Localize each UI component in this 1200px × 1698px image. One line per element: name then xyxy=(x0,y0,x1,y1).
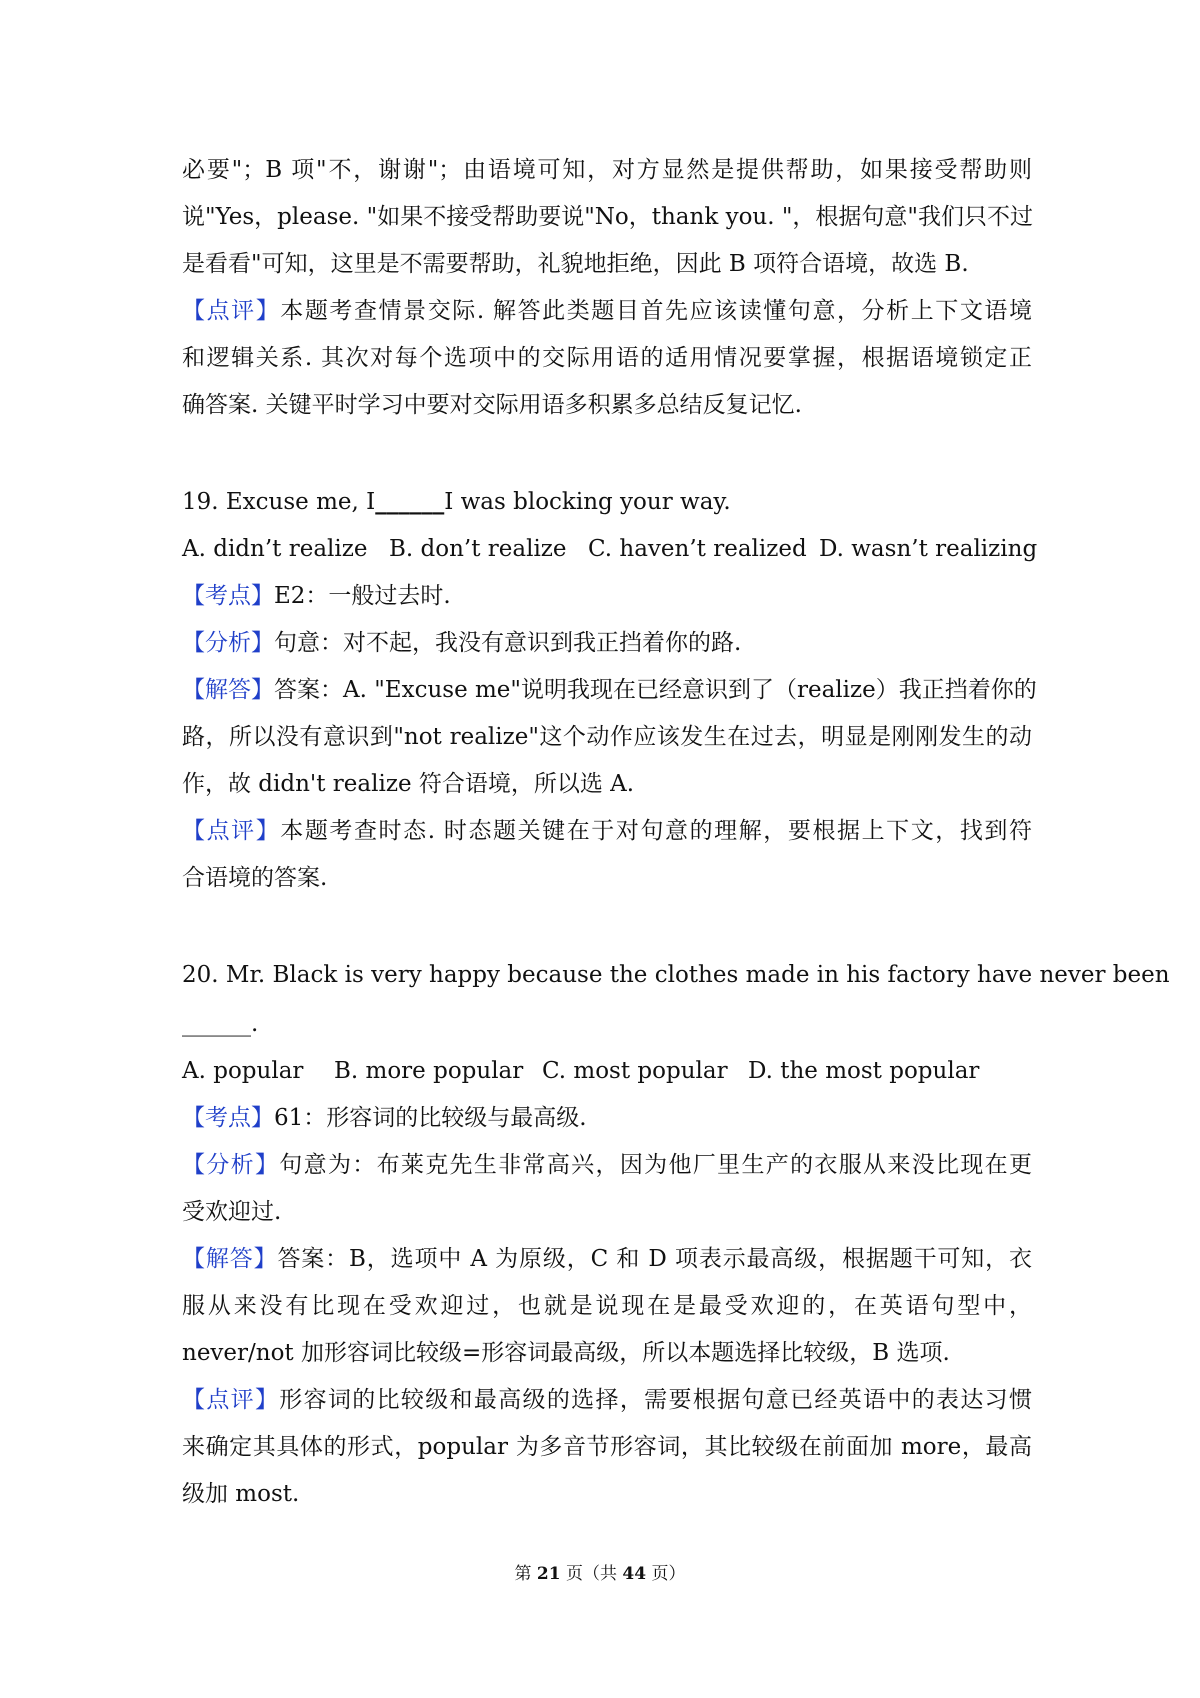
body-line: 和逻辑关系. 其次对每个选项中的交际用语的适用情况要掌握，根据语境锁定正 xyxy=(182,345,1032,371)
review-tag: 【点评】 xyxy=(182,1387,280,1413)
option-b: B. more popular xyxy=(334,1058,524,1084)
answer-blank: ______ xyxy=(375,488,445,515)
point-tag: 【考点】 xyxy=(182,583,274,609)
question-19-stem xyxy=(182,486,1032,520)
question-19-options xyxy=(182,533,1038,567)
review-tag: 【点评】 xyxy=(182,298,281,324)
point-paragraph xyxy=(182,1102,1032,1136)
option-c: C. haven’t realized xyxy=(588,536,807,562)
body-line: 合语境的答案. xyxy=(182,865,328,891)
body-line: 作，故 didn't realize 符合语境，所以选 A. xyxy=(182,771,635,797)
review-paragraph xyxy=(182,295,1032,329)
current-page-number: 21 xyxy=(536,1564,561,1584)
footer-text: 页（共 xyxy=(560,1564,623,1584)
page-footer xyxy=(0,1562,1200,1586)
point-text: 61：形容词的比较级与最高级. xyxy=(274,1105,587,1131)
answer-paragraph xyxy=(182,1243,1032,1277)
review-text: 本题考查情景交际. 解答此类题目首先应该读懂句意，分析上下文语境 xyxy=(280,298,1032,324)
option-a: A. popular xyxy=(182,1058,304,1084)
review-paragraph xyxy=(182,815,1032,849)
answer-tag: 【解答】 xyxy=(182,677,274,703)
question-20-options xyxy=(182,1055,1032,1089)
analysis-text: 句意为：布莱克先生非常高兴，因为他厂里生产的衣服从来没比现在更 xyxy=(279,1152,1033,1178)
review-text: 形容词的比较级和最高级的选择，需要根据句意已经英语中的表达习惯 xyxy=(279,1387,1033,1413)
footer-text: 页） xyxy=(646,1564,686,1584)
review-tag: 【点评】 xyxy=(182,818,281,844)
analysis-tag: 【分析】 xyxy=(182,1152,280,1178)
analysis-paragraph xyxy=(182,1149,1032,1183)
review-text: 本题考查时态. 时态题关键在于对句意的理解，要根据上下文，找到符 xyxy=(280,818,1032,844)
body-line: 路，所以没有意识到"not realize"这个动作应该发生在过去，明显是刚刚发生的动 xyxy=(182,724,1032,750)
body-line: 是看看"可知，这里是不需要帮助，礼貌地拒绝，因此 B 项符合语境，故选 B. xyxy=(182,251,969,277)
answer-paragraph xyxy=(182,674,1037,708)
option-a: A. didn’t realize xyxy=(182,536,368,562)
footer-text: 第 xyxy=(514,1564,537,1584)
answer-text: 答案：B，选项中 A 为原级，C 和 D 项表示最高级，根据题干可知，衣 xyxy=(277,1246,1033,1272)
body-line: 必要"；B 项"不，谢谢"；由语境可知，对方显然是提供帮助，如果接受帮助则 xyxy=(182,157,1032,183)
body-line: 受欢迎过. xyxy=(182,1199,282,1225)
body-line: never/not 加形容词比较级=形容词最高级，所以本题选择比较级，B 选项. xyxy=(182,1340,950,1366)
option-b: B. don’t realize xyxy=(389,536,567,562)
question-20-stem: 20. Mr. Black is very happy because the clothes made in his factory have never been xyxy=(182,962,1170,988)
option-c: C. most popular xyxy=(542,1058,728,1084)
option-d: D. the most popular xyxy=(748,1058,980,1084)
body-line: 确答案. 关键平时学习中要对交际用语多积累多总结反复记忆. xyxy=(182,392,802,418)
analysis-tag: 【分析】 xyxy=(182,630,274,656)
point-paragraph xyxy=(182,580,1032,614)
answer-text: 答案：A. "Excuse me"说明我现在已经意识到了（realize）我正挡着你的 xyxy=(274,677,1037,703)
point-tag: 【考点】 xyxy=(182,1105,274,1131)
total-page-count: 44 xyxy=(622,1564,647,1584)
body-line: 来确定其具体的形式，popular 为多音节形容词，其比较级在前面加 more，最高 xyxy=(182,1434,1032,1460)
answer-tag: 【解答】 xyxy=(182,1246,278,1272)
analysis-text: 句意：对不起，我没有意识到我正挡着你的路. xyxy=(274,630,742,656)
body-line: 说"Yes，please. "如果不接受帮助要说"No，thank you. "，根据句意"我们只不过 xyxy=(182,204,1034,230)
analysis-paragraph xyxy=(182,627,1032,661)
review-paragraph xyxy=(182,1384,1032,1418)
point-text: E2：一般过去时. xyxy=(274,583,451,609)
answer-blank: ______. xyxy=(182,1011,259,1037)
stem-text: 19. Excuse me, I xyxy=(182,489,376,515)
stem-text: I was blocking your way. xyxy=(444,489,731,515)
body-line: 级加 most. xyxy=(182,1481,300,1507)
option-d: D. wasn’t realizing xyxy=(819,536,1038,562)
body-line: 服从来没有比现在受欢迎过，也就是说现在是最受欢迎的，在英语句型中， xyxy=(182,1293,1032,1319)
